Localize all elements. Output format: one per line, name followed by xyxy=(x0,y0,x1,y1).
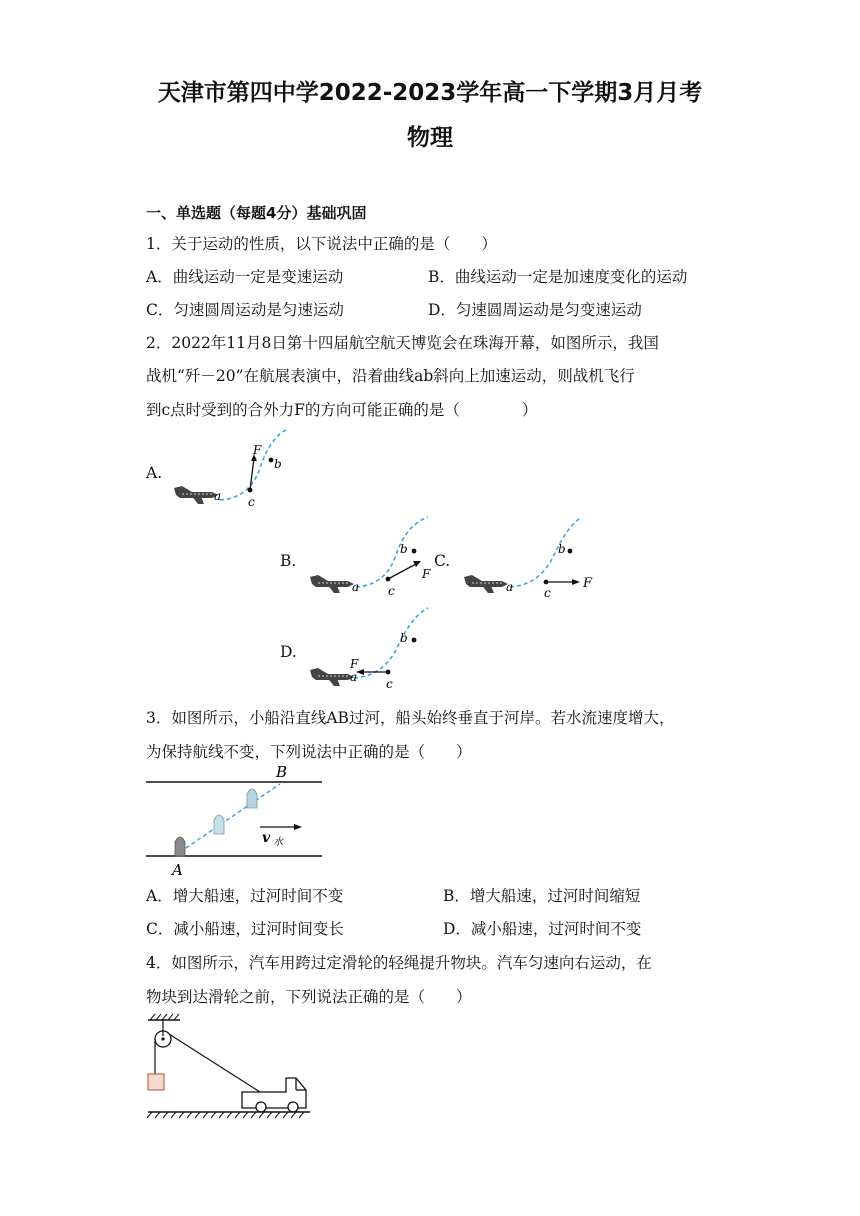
q3-option-a: A．增大船速，过河时间不变 xyxy=(146,887,344,905)
q1-option-b: B．曲线运动一定是加速度变化的运动 xyxy=(428,268,688,286)
q4-stem-line2: 物块到达滑轮之前，下列说法正确的是（ ） xyxy=(146,988,472,1006)
label-a: a xyxy=(214,489,222,503)
label-c: c xyxy=(248,495,255,509)
jet-icon xyxy=(174,486,218,504)
label-a: a xyxy=(350,670,358,684)
block xyxy=(148,1074,164,1090)
q2-stem-line2: 战机“歼－20”在航展表演中，沿着曲线ab斜向上加速运动，则战机飞行 xyxy=(146,367,635,385)
jet-icon xyxy=(464,575,508,593)
label-a: a xyxy=(352,580,360,594)
label-b: b xyxy=(558,542,566,556)
label-v: v xyxy=(262,830,271,846)
jet-icon xyxy=(310,668,354,686)
car-icon xyxy=(242,1078,306,1112)
page-subtitle: 物理 xyxy=(407,125,453,151)
label-b: b xyxy=(274,457,282,471)
label-A: A xyxy=(172,861,183,879)
label-c: c xyxy=(386,677,393,691)
q2-stem-line1: 2．2022年11月8日第十四届航空航天博览会在珠海开幕，如图所示，我国 xyxy=(146,334,659,352)
boat-icon xyxy=(175,837,185,856)
label-F: F xyxy=(253,443,262,457)
q3-option-b: B．增大船速，过河时间缩短 xyxy=(443,887,641,905)
q2-option-a-label: A. xyxy=(146,464,163,482)
q2-figure-d xyxy=(304,606,434,696)
jet-icon xyxy=(310,575,354,593)
label-v-sub: 水 xyxy=(273,837,283,848)
q3-option-d: D．减小船速，过河时间不变 xyxy=(443,920,642,938)
q3-stem-line1: 3．如图所示，小船沿直线AB过河，船头始终垂直于河岸。若水流速度增大， xyxy=(146,709,675,727)
label-F: F xyxy=(583,576,593,591)
q2-figure-b xyxy=(304,515,434,607)
q3-stem-line2: 为保持航线不变，下列说法中正确的是（ ） xyxy=(146,743,472,761)
label-c: c xyxy=(544,586,551,600)
q2-option-d-label: D. xyxy=(280,643,297,661)
page-title: 天津市第四中学2022-2023学年高一下学期3月月考 xyxy=(157,80,703,106)
section-heading: 一、单选题（每题4分）基础巩固 xyxy=(146,204,367,222)
label-b: b xyxy=(400,631,408,645)
q2-figure-c xyxy=(458,515,598,607)
q3-river-figure xyxy=(146,762,326,880)
q1-option-d: D．匀速圆周运动是匀变速运动 xyxy=(428,301,642,319)
q2-option-c-label: C. xyxy=(434,552,451,570)
q2-option-b-label: B. xyxy=(280,552,297,570)
q4-pulley-figure xyxy=(146,1012,316,1122)
q4-stem-line1: 4．如图所示，汽车用跨过定滑轮的轻绳提升物块。汽车匀速向右运动，在 xyxy=(146,954,652,972)
boat-icon xyxy=(214,815,224,834)
q2-figure-a xyxy=(168,428,298,518)
q1-option-a: A．曲线运动一定是变速运动 xyxy=(146,268,344,286)
label-F: F xyxy=(350,657,359,671)
boat-icon xyxy=(247,789,257,808)
q3-option-c: C．减小船速，过河时间变长 xyxy=(146,920,344,938)
label-b: b xyxy=(400,542,408,556)
q1-stem: 1．关于运动的性质，以下说法中正确的是（ ） xyxy=(146,235,497,253)
label-c: c xyxy=(388,584,395,598)
q2-stem-line3: 到c点时受到的合外力F的方向可能正确的是（ ） xyxy=(146,401,538,419)
label-F: F xyxy=(422,567,431,581)
q1-option-c: C．匀速圆周运动是匀速运动 xyxy=(146,301,344,319)
label-a: a xyxy=(506,580,514,594)
label-B: B xyxy=(276,763,288,781)
